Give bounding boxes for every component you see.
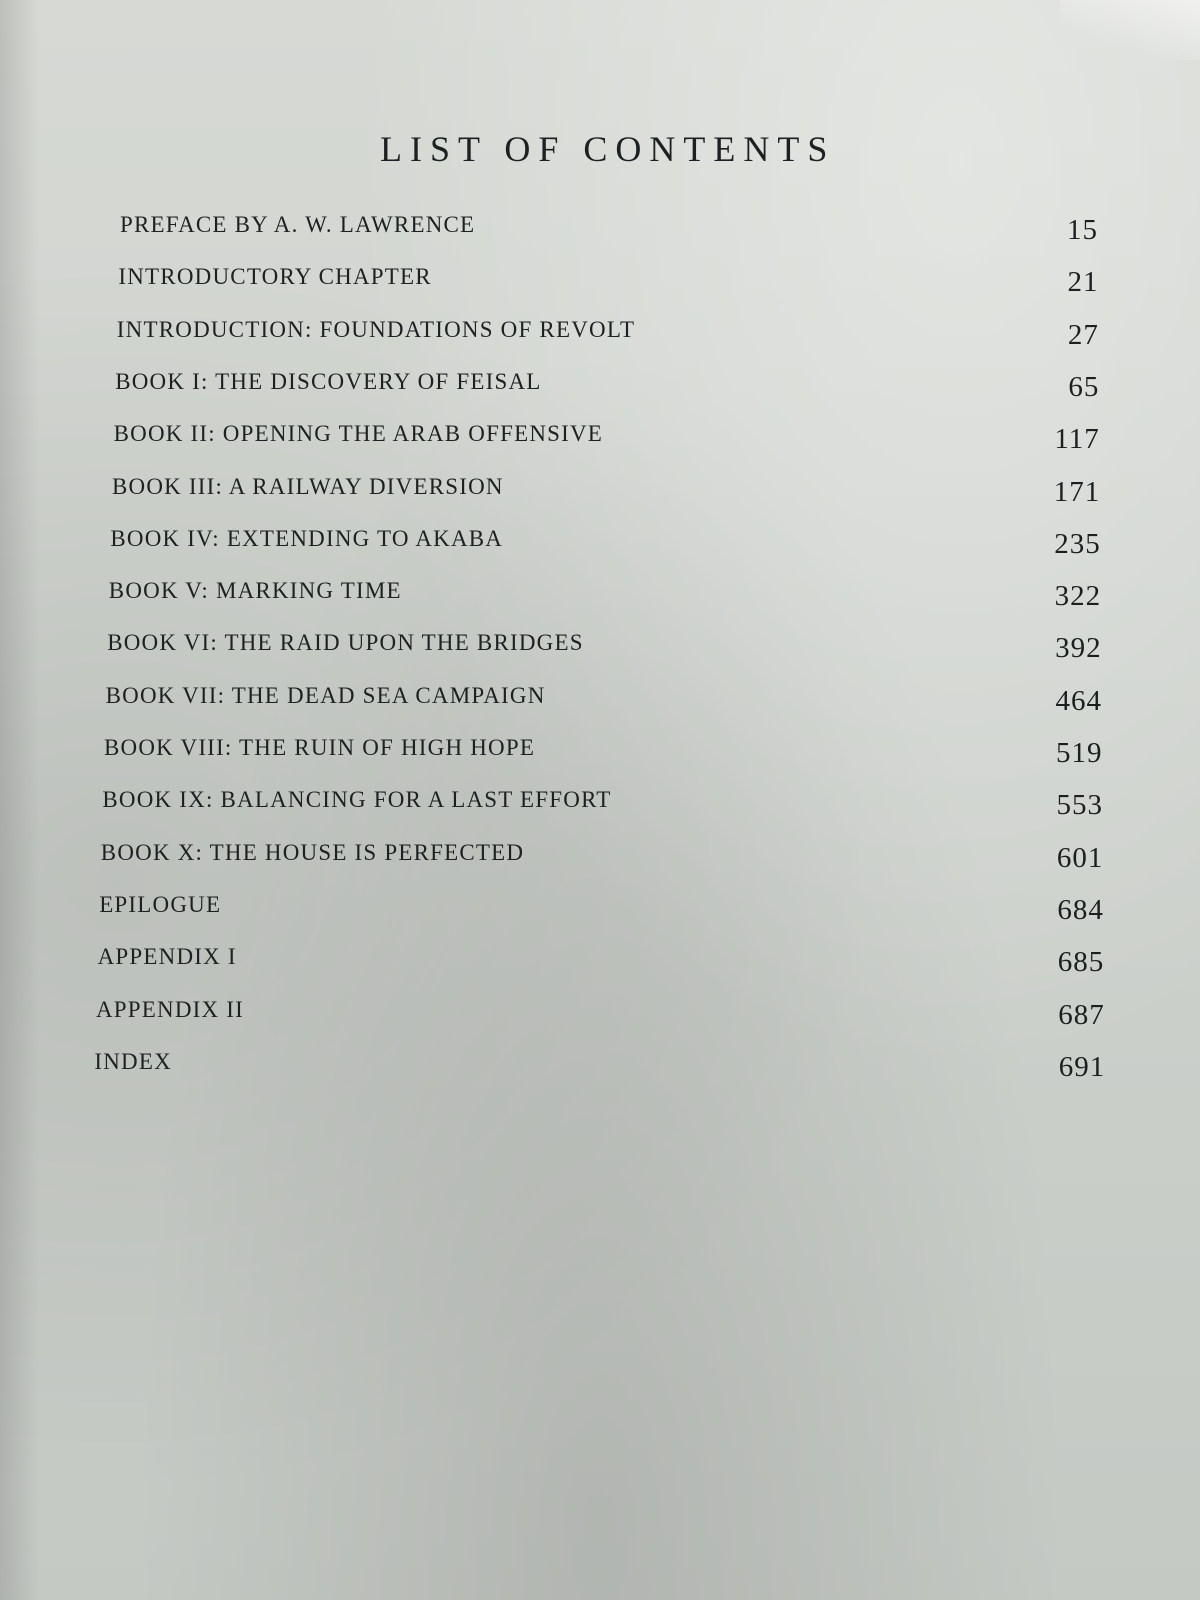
toc-entry-page: 691 [1058, 1050, 1106, 1083]
toc-entry-title: BOOK III: A RAILWAY DIVERSION [112, 473, 504, 499]
toc-entry-page: 171 [1053, 475, 1101, 508]
toc-entry-title: INDEX [94, 1048, 172, 1074]
toc-entry-page: 65 [1068, 370, 1100, 403]
toc-entry-title: BOOK I: THE DISCOVERY OF FEISAL [115, 368, 542, 394]
toc-entry [114, 421, 1200, 461]
toc-entry-title: APPENDIX I [97, 944, 237, 970]
toc-entry-title: PREFACE BY A. W. LAWRENCE [120, 212, 476, 237]
toc-entry-page: 553 [1056, 789, 1103, 822]
toc-entry [117, 317, 1200, 357]
toc-entry-page: 685 [1057, 946, 1105, 979]
page-title: LIST OF CONTENTS [380, 129, 836, 169]
toc-entry-title: BOOK V: MARKING TIME [108, 578, 402, 604]
toc-entry [99, 892, 1200, 932]
toc-entry [104, 735, 1200, 775]
toc-entry-title: BOOK X: THE HOUSE IS PERFECTED [100, 839, 525, 865]
toc-entry-page: 27 [1067, 318, 1099, 351]
toc-entry-page: 235 [1054, 527, 1101, 560]
toc-entry-title: BOOK VII: THE DEAD SEA CAMPAIGN [105, 682, 546, 708]
toc-entry [112, 474, 1200, 514]
toc-entry [120, 212, 1200, 252]
toc-entry-page: 601 [1056, 841, 1104, 874]
toc-entry [101, 840, 1200, 880]
toc-entry-page: 687 [1058, 998, 1105, 1031]
toc-entry [107, 630, 1200, 670]
toc-entry-page: 322 [1054, 580, 1102, 613]
toc-entry-title: BOOK IX: BALANCING FOR A LAST EFFORT [102, 787, 612, 813]
toc-entry-title: BOOK VIII: THE RUIN OF HIGH HOPE [104, 735, 536, 760]
toc-entry-title: EPILOGUE [99, 891, 222, 917]
toc-entry [118, 264, 1200, 304]
toc-entry-page: 464 [1055, 684, 1103, 717]
toc-entry-page: 21 [1067, 266, 1099, 299]
toc-entry-page: 392 [1055, 632, 1102, 665]
toc-entry-page: 684 [1057, 893, 1104, 926]
toc-entry [109, 578, 1200, 618]
toc-entry [96, 997, 1200, 1037]
toc-entry [110, 526, 1200, 566]
toc-entry-title: INTRODUCTORY CHAPTER [118, 264, 432, 290]
toc-entry-title: INTRODUCTION: FOUNDATIONS OF REVOLT [116, 316, 636, 342]
toc-entry [102, 787, 1200, 827]
toc-entry-page: 117 [1054, 423, 1100, 456]
toc-entry [98, 944, 1200, 984]
toc-entry-page: 519 [1056, 737, 1103, 769]
toc-entry-title: BOOK IV: EXTENDING TO AKABA [110, 525, 504, 551]
toc-entry-title: BOOK II: OPENING THE ARAB OFFENSIVE [113, 421, 604, 447]
toc-entry [94, 1049, 1200, 1089]
toc-entry [115, 369, 1200, 409]
toc-entry-title: BOOK VI: THE RAID UPON THE BRIDGES [107, 630, 584, 656]
toc-entry-page: 15 [1067, 214, 1098, 246]
toc-entry-title: APPENDIX II [96, 996, 244, 1022]
toc-entry [106, 683, 1200, 723]
